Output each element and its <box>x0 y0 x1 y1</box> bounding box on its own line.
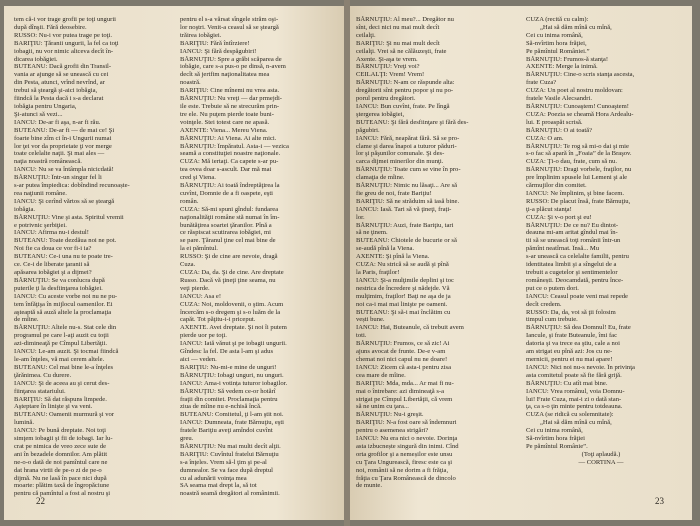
text-line: AXENTE: Viena... Mereu Viena. <box>180 126 268 134</box>
text-line: BĂRNUŢIU: Se va conlucra după <box>14 276 105 284</box>
text-line: timpul cum trebuie. <box>526 316 578 324</box>
text-line: aşteaptă să auză altele la proclamaţia <box>14 308 112 316</box>
text-line: pierde uor pe toţi. <box>180 332 227 340</box>
text-line: iobăgia pentru Ungaria, <box>14 102 77 110</box>
text-line: fiinţarea statariului. <box>14 387 66 395</box>
text-line: BARIŢIU: Cuvîntul fratelui Bărnuţiu <box>180 450 279 458</box>
text-line: vania ar ajunge să se unească cu cei <box>14 71 109 79</box>
text-line: lui! Frate Cuza, mai-i zi o dată stan- <box>526 395 622 403</box>
text-line: naţionalităţii române stă numai în îm- <box>180 213 280 221</box>
text-line: la ei pămîntul. <box>180 245 218 253</box>
text-line: BUTEANU: Şi fără desfiinţare şi fără des- <box>356 118 469 126</box>
text-line: BĂRNUŢIU: Cu atît mai bine. <box>526 379 608 387</box>
text-line: e potrivnic şerbiţiei. <box>14 221 67 229</box>
text-line: pre împlinim spusele lui Lemeni şi ale <box>526 174 628 182</box>
text-line: încercăm s-o dregem şi s-o luăm de la <box>180 308 281 316</box>
text-line: toti. <box>356 332 367 340</box>
text-line: AXENTE: Şi pînă la Viena. <box>356 253 430 261</box>
text-line: BARIŢIU: Nu-mi-e mine de unguri! <box>180 363 277 371</box>
text-line: mulţimim, fraţilor! Baţi ne aşa de ja <box>356 292 451 300</box>
text-line: orta grofilor şi a nemeșilor este unsu <box>356 450 453 458</box>
text-line: puterile ţi la desfiinţarea iobăgiei. <box>14 284 103 292</box>
text-line: BĂRNUŢIU: Nu-i greşit. <box>356 411 424 419</box>
text-line: clamaţia de mîine. <box>356 174 405 182</box>
text-line: IANCU: Fără, neapărat fără. Să se pro- <box>356 134 460 142</box>
text-line: tii să se unească toţi românii într-un <box>526 237 621 245</box>
text-line: dicarea iobăgiei. <box>14 55 58 63</box>
text-line: IANCU: De-ar fi aşa, n-ar fi rău. <box>14 118 101 126</box>
text-line: BĂRNUŢIU: N-am ce răspunde alta: <box>356 79 455 87</box>
text-line: am strigat eu pînă azi: Jos cu ne- <box>526 348 613 356</box>
text-line: ţărănimea. Cu durere. <box>14 371 72 379</box>
text-line: IANCU: Şi-a mulţimile deplini şi toc <box>356 276 454 284</box>
text-line: CUZA: Ţi-o dau, frate, cum să nu. <box>526 158 618 166</box>
text-line: dumnealor. Se va face după dreptul <box>180 466 274 474</box>
text-line: BARIŢIU: Ţăranii ungurii, la fel ca toţi <box>14 39 119 47</box>
text-line: noastră. <box>180 79 201 87</box>
text-line: pentru o asemenea strigări? <box>356 427 429 435</box>
text-line: trebuit a cugetelor şi sentimentelor <box>526 269 618 276</box>
text-line: s-a înţeles. Vrem să-l ţim şi pe-al <box>180 458 267 466</box>
text-line: seamă a constituţiei noastre naţionale. <box>180 150 281 158</box>
text-line: la Paris, fraţilor! <box>356 269 400 276</box>
text-line: ţi-a plăcut stanţa! <box>526 205 572 213</box>
text-line: veţi pierde. <box>180 284 210 292</box>
text-line: ceilalţi. Vrei să ne călăuzeşti, frate <box>356 47 447 55</box>
text-line: păgubiri. <box>356 126 380 134</box>
text-line: RUSSO: De placut însă, frate Bărnuţiu, <box>526 197 631 205</box>
text-line: simţem iobagii şi fii de iobagi. Iar lu- <box>14 435 113 443</box>
text-line: moarte: plătim taxă de îngropăciune <box>14 482 110 490</box>
text-line: IANCU: Dumneata, frate Bărnuţiu, eşti <box>180 419 285 427</box>
text-line: IANCU: Pe bună dreptate. Noi toţi <box>14 427 106 435</box>
text-line: SA seama mai drept la, să tot <box>180 482 257 490</box>
text-line: CUZA: Mă iertaţi. Ca capete s-ar pu- <box>180 158 279 166</box>
text-line: BUTEANU: Şi să-i mai înclătim cu <box>356 308 451 316</box>
text-line: „Hai să dăm mînă cu mînă, <box>540 419 612 427</box>
text-line: ce. Ce-i de liberate ţaranii să <box>14 261 90 269</box>
text-line: cu Ţara Ungurească, firesc este ca şi <box>356 458 453 466</box>
text-line: naţia noastră românească. <box>14 158 82 166</box>
text-line: tre ele. Nu puţem pierde toate buni- <box>180 110 274 118</box>
text-line: BĂRNUŢIU: Să dea Domnul! Eu, frate <box>526 324 631 332</box>
text-line: pentru că pamîntul a fost al nostru şi <box>14 490 111 498</box>
text-line: ştergerea iobăgiei, <box>356 110 405 118</box>
text-line: ile este. Trebuie să ne strecurăm prin- <box>180 102 280 110</box>
text-line: iobăgia. <box>14 205 36 213</box>
text-line: RUSSO: Şi de cine are nevoie, dragă <box>180 253 278 261</box>
text-line: IANCU: Şi fără despăgubiri! <box>180 47 257 55</box>
text-line: RUSSO: Nu-i vor putea trage pe toţi. <box>14 31 112 39</box>
text-line: identitatea limbii şi a sîngelui de a <box>526 261 617 269</box>
text-line: porul pentru dregători. <box>356 95 416 103</box>
text-line: cu al adunării voinţa mea <box>180 474 247 482</box>
text-line: BĂRNUŢIU: Ai Viena. Ai alte mici. <box>180 134 277 142</box>
text-line: BUTEANU: Cel mai bine le-a înţeles <box>14 363 114 371</box>
text-line: IANCU: Nu era nici o nevoie. Dorinţa <box>356 435 458 443</box>
text-line: azi-dimineaţă pe Cîmpul Libertăţii. <box>14 340 108 348</box>
text-line: Pe pămîntul Românie”. <box>526 442 588 450</box>
text-line: bunătăţirea soartei ţăranilor. Pînă a <box>180 221 272 229</box>
text-line: de mîine. <box>14 316 39 324</box>
text-line: — CORTINA — <box>578 458 624 466</box>
text-line: cred şi Viena. <box>180 174 216 182</box>
text-line: iobăgie, care s-a pus-o pe dinsă, n-avem <box>180 63 286 71</box>
text-line: decît să jertfim naţionalitatea mea <box>180 71 270 79</box>
text-line: programul pe care l-aţi auzit cu toţii <box>14 332 109 340</box>
text-line: le-am înţeles, vă mai cerem altele. <box>14 355 105 363</box>
text-line: BĂRNUŢIU: Nu vreţi — dar prmejdi- <box>180 95 283 103</box>
text-line: BUTEANU: Toate dezdăua noi ne pot. <box>14 237 117 245</box>
right-page-column-1 <box>356 16 506 490</box>
text-line: BĂRNUŢIU: Altele nu-s. Stat cele din <box>14 324 117 332</box>
text-line: RUSSO: Da, da, voi să ţii folosim <box>526 308 616 316</box>
text-line: Gîndesc la fel. De asta l-am şi adus <box>180 348 274 356</box>
text-line: IANCU: Hai, Buteanule, că trebuit avem <box>356 324 464 332</box>
text-line: se-audă pînă la Viena. <box>356 245 415 253</box>
text-line: Să-nvîrtim hora frăţiei <box>526 435 585 443</box>
text-line: lor şi păşunilor comunale. Şi des- <box>356 150 445 158</box>
text-line: BĂRNUŢIU: Împăratul. Asta-i — vezica <box>180 142 289 150</box>
text-line: fie greu de noi, frate Bariţiu! <box>356 189 432 197</box>
text-line: IANCU: Şi de aceea au şi cerut des- <box>14 379 110 387</box>
text-line: ţa, ca s-o ţin minte pentru totdeauna. <box>526 403 623 411</box>
text-line: noi ca-i mai mai linişte pe oameni. <box>356 300 448 308</box>
text-line: noastră seamă dregători al românimii. <box>180 490 280 498</box>
left-page <box>4 6 344 520</box>
text-line: din Pesta, atunci, vrînd nevrînd, ar <box>14 79 105 87</box>
text-line: rea naţiunii române. <box>14 189 67 197</box>
text-line: iobagii, nu vor nimic altceva decît în- <box>14 47 114 55</box>
text-line: put ce o putem dori. <box>526 284 579 292</box>
text-line: tem înfăţişa în mijlocul oamenilor. Ei <box>14 300 113 308</box>
text-line: crat pe nimica de vreo zece sute de <box>14 442 107 450</box>
text-line: IANCU: Bun cuvînt, frate. Pe lîngă <box>356 102 450 110</box>
text-line: IANCU: Iasă. Tari să vă ţineţi, frați- <box>356 205 452 213</box>
text-line: să ne ţinem. <box>356 229 388 237</box>
text-line: asta comitetul poate să fie fără grijă. <box>526 371 622 379</box>
text-line: s-ar putea împiedica: dobîndind recunoaște- <box>14 182 130 190</box>
text-line: mernicii, pentru ei nu mai apare! <box>526 355 613 363</box>
text-line: pentru el s-a vărsat sîngele străm oşi- <box>180 16 279 23</box>
text-line: CUZA: Noi, moldovenii, o ştim. Acum <box>180 300 284 308</box>
text-line: BARIŢIU: Să dat răspuns limpede. <box>14 395 107 403</box>
text-line: de munte. <box>356 482 383 490</box>
text-line: BARIŢIU: Mda, mda... Ar mai fi nu- <box>356 379 454 387</box>
text-line: tea ovea doar s-ascult. Dar mă mai <box>180 166 272 174</box>
text-line: lor. <box>356 213 365 221</box>
text-line: trăirea iobăgiei. <box>180 31 222 39</box>
text-line: BĂRNUŢIU: Ai toată îndreptăţirea la <box>180 182 280 190</box>
text-line: IANCU: Iată vănut şi pe iobagii ungurii. <box>180 340 287 348</box>
text-line: BĂRNUŢIU: Într-un singur fel li <box>14 174 102 182</box>
text-line: cărmujilor din comitet. <box>526 182 587 190</box>
text-line: BARIŢIU: N-a fost oare să îndemnuri <box>356 419 457 427</box>
text-line: s-ar unească ca celelalte familii, pentru <box>526 253 629 261</box>
text-line: CUZA: Şi v-o port şi eu! <box>526 213 592 221</box>
text-line: IANCU: Asa e! <box>180 292 222 300</box>
text-line: ne-o-o dată de noi pamîntul care ne <box>14 458 108 466</box>
text-line: pămînt neatîrnat. Însă... Mu <box>526 245 600 253</box>
text-line: lor noştri. Venit-a ceasul să se şteargă <box>180 23 279 31</box>
text-line: tem că-i vor trage grofii pe toţi ungurii <box>14 16 116 23</box>
text-line: BĂRNUŢIU: Spre a grăbi scăparea de <box>180 55 282 63</box>
text-line: Cuza. <box>180 261 196 269</box>
text-line: Axente. Şi-aşa te vrem. <box>356 55 418 63</box>
text-line: ajuns avocat de frunte. De-e v-am <box>356 348 446 356</box>
text-line: BĂRNUŢIU: Vreţi voi? <box>356 63 420 71</box>
text-line: ani în bezadele domnilor. Am plătit <box>14 450 108 458</box>
text-line: lumină. <box>14 419 34 427</box>
text-line: fraţii din comitet. Proclamaţia pentru <box>180 395 278 403</box>
text-line: CUZA (recită cu calm): <box>526 16 589 23</box>
right-page-column-2 <box>526 16 676 467</box>
text-line: BĂRNUŢIU: Toate cum se vine în pro- <box>356 166 461 174</box>
text-line: trebui să şteargă şi-aici iobăgia, <box>14 87 98 95</box>
text-line: CUZA: Poezia se cheamă Hora Ardealu- <box>526 110 634 118</box>
text-line: lui. E proaspăt scrisă. <box>526 118 583 126</box>
text-line: frăţia cu Ţara Românească de dincolo <box>356 474 456 482</box>
text-line: BARIŢIU: Să ne străduim să iasă bine. <box>356 197 460 205</box>
text-line: carca dijmei minerilor din munţi. <box>356 158 444 166</box>
text-line: Pe pămîntul României.” <box>526 47 590 55</box>
text-line: BĂRNUŢIU: Să vedem ce-or hotărî <box>180 387 276 395</box>
text-line: BĂRNUŢIU: Dragi vorbele, fraţilor, nu <box>526 166 632 174</box>
text-line: BĂRNUŢIU: Cunoaştem! Cunoaştem! <box>526 102 629 110</box>
text-line: CUZA (se ridică cu solemnitate): <box>526 411 614 419</box>
text-line: capăt. Tot păţitu-i-i priceput. <box>180 316 256 324</box>
text-line: BĂRNUŢIU: Te rog să mi-o dai şi mie <box>526 142 629 150</box>
text-line: s-o fac să apară în „Foaia” de la Braşov. <box>526 150 632 158</box>
text-line: strigat pe Cîmpul Libertăţii, că vrem <box>356 395 453 403</box>
text-line: noi, românii să ne dorim a fi frăţia, <box>356 466 449 474</box>
page-number-left: 22 <box>36 496 45 506</box>
text-line: toate celelalte naţii. Şi mai ales — <box>14 150 105 158</box>
text-line: dijmă. Nu ne lasă în pace nici după <box>14 474 107 482</box>
text-line: ziua de mîine nu e-nchisă încă. <box>180 403 262 411</box>
text-line: CUZA: Nu strică să se audă şi pînă <box>356 261 449 269</box>
text-line: BARIŢIU: Şi nu mai mult decît <box>356 39 440 47</box>
text-line: clame şi darea înapoi a tuturor păduri- <box>356 142 457 150</box>
text-line: BARIŢIU: Fără întîrziere! <box>180 39 250 47</box>
text-line: BUTEANU: Oamenii murmură şi vor <box>14 411 114 419</box>
page-number-right: 23 <box>655 496 664 506</box>
text-line: român. <box>180 197 199 205</box>
text-line: IANCU: Nu se va întâmpla nicicdată! <box>14 166 114 174</box>
text-line: mai o întrebare: azi dimineaţă s-a <box>356 387 445 395</box>
text-line: BĂRNUŢIU: Al meu?... Dregător nu <box>356 16 454 23</box>
text-line: BĂRNUŢIU: Frumos-ă stanţa! <box>526 55 609 63</box>
text-line: AXENTE. Avei dreptate. Şi noi îi putem <box>180 324 287 332</box>
text-line: IANCU: Cu aceste vorbe noi nu ne pu- <box>14 292 118 300</box>
text-line: AXENTE: Merge la inimă. <box>526 63 598 71</box>
text-line: BĂRNUŢIU: Iobagi unguri, nu unguri. <box>180 371 284 379</box>
text-line: BUTEANU: Dacă grofii din Transil- <box>14 63 112 71</box>
right-page <box>350 6 692 520</box>
text-line: BARIŢIU: Cine mînemi nu vrea asta. <box>180 87 280 95</box>
text-line: BUTEANU: De-ar fi — de mai ce! Şi <box>14 126 115 134</box>
left-page-column-1 <box>14 16 164 498</box>
text-line: decît credem. <box>526 300 562 308</box>
text-line: se pare. Ţăranul ţine cel mai bine de <box>180 237 276 245</box>
text-line: CUZA: Un poet al nostru moldovan: <box>526 87 623 95</box>
text-line: datoria şi va trece ea ştiu, cale a noi <box>526 340 620 348</box>
text-line: CUZA: O am. <box>526 134 564 142</box>
text-line: BUTEANU: Ce-i una nu te poate tre- <box>14 253 113 261</box>
text-line: chemat noi nici capul nu ne doare! <box>356 355 448 363</box>
text-line: greu. <box>180 435 194 443</box>
text-line: ce răspiscat scutirarea iobăgiei, mi <box>180 229 271 237</box>
text-line: să ne unim cu ţara... <box>356 403 409 411</box>
text-line: cuvînt, Domnie de a fi oaspete, eşti <box>180 189 274 197</box>
text-line: Cei cu inima română, <box>526 427 583 435</box>
text-line: ceilalţi. <box>356 31 376 39</box>
text-line: sînt, deci nici nu mai mult decît <box>356 23 440 31</box>
text-line: BĂRNUŢIU: Frumos, ce să zic! Ai <box>356 340 450 348</box>
text-line: Iancule, şi frate Buteanule, îmi fac <box>526 332 617 340</box>
left-page-column-2 <box>180 16 330 498</box>
text-line: CUZA: Să-mi spuni gîndul: fundarea <box>180 205 279 213</box>
text-line: cea mare de mîine. <box>356 371 406 379</box>
text-line: vești bune. <box>356 316 385 324</box>
text-line: IANCU: Afirma nu-i destul! <box>14 229 89 237</box>
text-line: dat hrana virtii de pe-o zi de pe-o <box>14 466 102 474</box>
text-line: Noi fie ca doua ce vor fi-i ia? <box>14 245 92 253</box>
text-line: fratele Bariţiu aveţi amîndoi cuvînt <box>180 427 273 435</box>
text-line: IANCU: Ne împlinim, şi bine facem. <box>526 189 624 197</box>
text-line: Şi-atunci să vezi... <box>14 110 63 118</box>
text-line: fratele Vasile Alecsandri. <box>526 95 592 103</box>
text-line: CEILALŢI: Vrem! Vrem! <box>356 71 425 79</box>
text-line: apăsarea iobăgiei şi a dijmei? <box>14 269 92 276</box>
text-line: BĂRNUŢIU: O ai toată? <box>526 126 593 134</box>
text-line: IANCU: Ama-i votința tuturor iobagilor. <box>180 379 288 387</box>
text-line: asta izbucnește singură din inimi. Cînd <box>356 442 459 450</box>
text-line: IANCU: Le-am auzit. Şi tocmai fiindcă <box>14 348 119 356</box>
text-line: Aşteptare în linişte şi va veni. <box>14 403 93 411</box>
text-line: BĂRNUŢIU: Nimic nu lăsaţi... Are să <box>356 182 458 190</box>
text-line: Cei cu inima română, <box>526 31 583 39</box>
text-line: IANCU: Ceasul poate veni mai repede <box>526 292 628 300</box>
text-line: nestrica de încredere şi nădejde. Vă <box>356 284 450 292</box>
text-line: frate Cuza? <box>526 79 557 87</box>
text-line: (Toţi aplaudă.) <box>581 450 621 458</box>
text-line: BĂRNUŢIU: Cine-o scris stanţa ascesta, <box>526 71 635 79</box>
text-line: BĂRNUŢIU: Nu mai multi decît alţii. <box>180 442 281 450</box>
text-line: IANCU: Zicem că asta-i pentru zisa <box>356 363 452 371</box>
text-line: românești. Deocamdată, pentru înce- <box>526 276 624 284</box>
text-line: foarte bine zîm ci în-i Ungurii numai <box>14 134 112 142</box>
text-line: aici — veden. <box>180 355 217 363</box>
text-line: dregătorii sînt pentru popor şi nu po- <box>356 87 454 95</box>
text-line: IANCU: Vrea românul, voia Domnu- <box>526 387 625 395</box>
text-line: Să-nvîrtim hora frăţiei, <box>526 39 587 47</box>
text-line: fiindcă la Pesta dacă i s-a declarat <box>14 95 104 103</box>
text-line: după dînşii. Fără deosebire. <box>14 23 87 31</box>
text-line: voinţele. Stei totest care ne apasă. <box>180 118 270 126</box>
text-line: „Hai să dăm mînă cu mînă, <box>540 23 612 31</box>
text-line: BĂRNUŢIU: De ce nu? Eu dintot- <box>526 221 619 229</box>
text-line: lor ţei vor da proprietate ţi vor merge <box>14 142 112 150</box>
text-line: deauna mi-am aritat gîndul mai în- <box>526 229 618 237</box>
text-line: IANCU: Şi cerînd vărtos să se şteargă <box>14 197 115 205</box>
text-line: Russo. Dacă vă ţineţi ţine seama, nu <box>180 276 276 284</box>
text-line: CUZA: Da, da. Şi de cine. Are dreptate <box>180 269 284 276</box>
text-line: BUTEANU: Comitetul, ţi l-am ştit noi. <box>180 411 284 419</box>
text-line: BĂRNUŢIU: Vine şi asta. Spiritul vremii <box>14 213 124 221</box>
text-line: BĂRNUŢIU: Auzi, frate Bariţiu, tari <box>356 221 454 229</box>
text-line: IANCU: Nici noi nu-s nevoie. În privinţa <box>526 363 635 371</box>
text-line: BUTEANU: Chiotele de bucurie or să <box>356 237 457 245</box>
